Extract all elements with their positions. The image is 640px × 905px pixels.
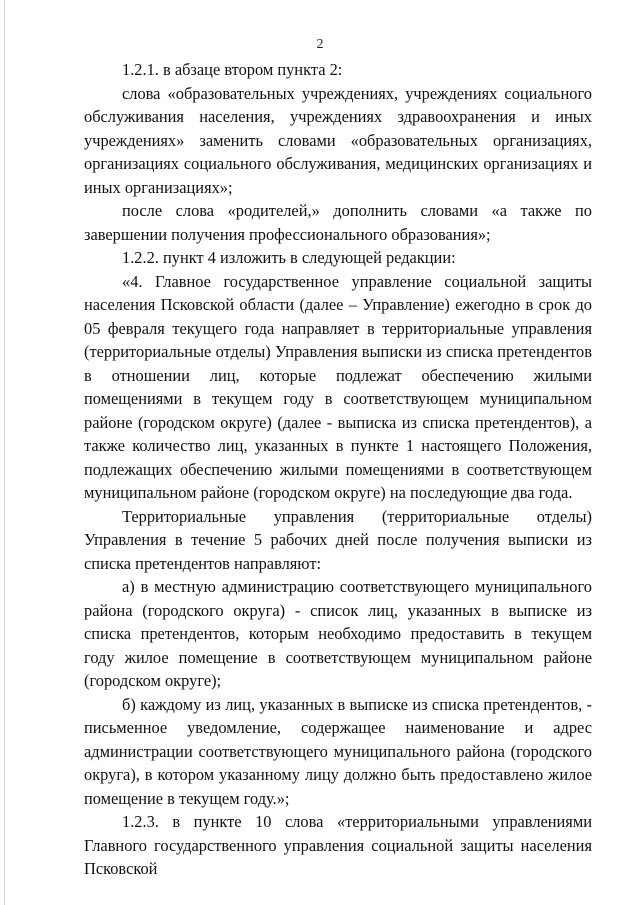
document-body (84, 58, 592, 881)
paragraph-6: Территориальные управления (территориальные отделы) Управления в течение 5 рабочих дней после получения выписки из списка претендентов направляют: (84, 506, 592, 573)
paragraph-4: 1.2.2. пункт 4 изложить в следующей редакции: (122, 248, 456, 267)
paragraph-8: б) каждому из лиц, указанных в выписке из списка претендентов, - письменное уведомление, содержащее наименование и адрес администрации соответствующего муниципального района (городского округа), в котором указанному лицу должно быть предоставлено жилое помещение в текущем году.»; (84, 694, 592, 808)
paragraph-7: а) в местную администрацию соответствующего муниципального района (городского округа) - список лиц, указанных в выписке из списка претендентов, которым необходимо предоставить в текущем году жилое помещение в соответствующем муниципальном районе (городском округе); (84, 577, 592, 690)
paragraph-1: 1.2.1. в абзаце втором пункта 2: (122, 60, 343, 79)
paragraph-3: после слова «родителей,» дополнить словами «а также по завершении получения профессионального образования»; (84, 201, 592, 244)
page-number: 2 (316, 37, 324, 52)
scan-edge-line (4, 0, 5, 905)
paragraph-9: 1.2.3. в пункте 10 слова «территориальными управлениями Главного государственного управления социальной защиты населения Псковской (84, 812, 592, 878)
paragraph-2: слова «образовательных учреждениях, учреждениях социального обслуживания населения, учреждениях здравоохранения и иных учреждениях» заменить словами «образовательных организациях, организациях социального обслуживания, медицинских организациях и иных организациях»; (84, 83, 592, 197)
paragraph-5: «4. Главное государственное управление социальной защиты населения Псковской области (далее – Управление) ежегодно в срок до 05 февраля текущего года направляет в территориальные управления (территориальные отделы) Управления выписки из списка претендентов в отношении лиц, которые подлежат обеспечению жилыми помещениями в текущем году в соответствующем муниципальном районе (городском округе) (далее - выписка из списка претендентов), а также количество лиц, указанных в пункте 1 настоящего Положения, подлежащих обеспечению жилыми помещениями в соответствующем муниципальном районе (городском округе) на последующие два года. (84, 271, 592, 502)
